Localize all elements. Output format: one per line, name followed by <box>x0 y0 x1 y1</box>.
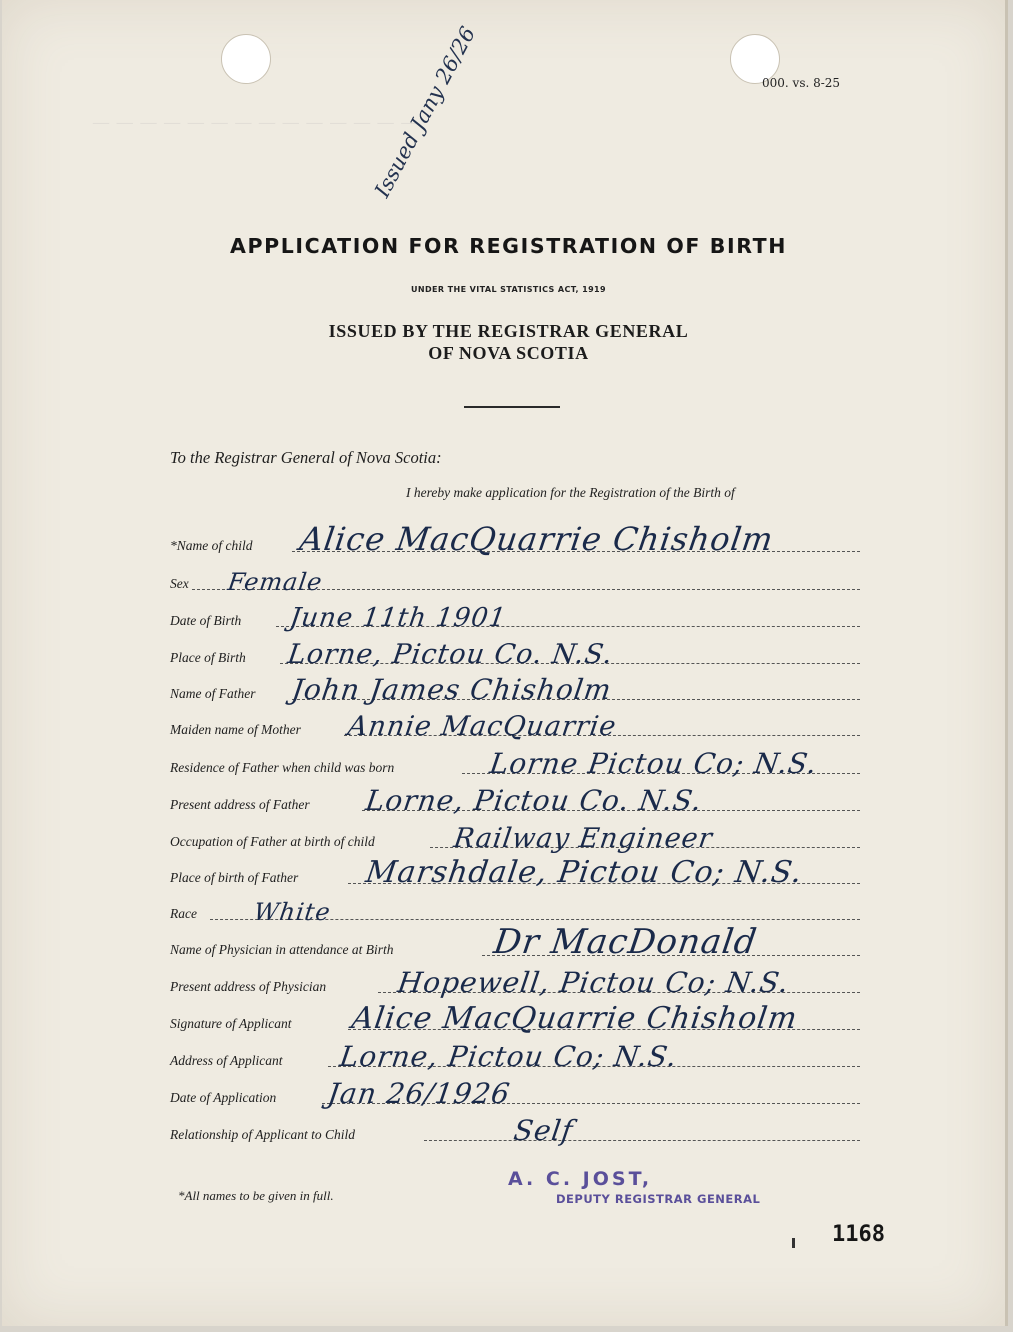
field-label: Name of Father <box>170 686 256 701</box>
form-row <box>170 855 860 890</box>
handwritten-annotation: Issued Jany 26/26 <box>370 22 481 202</box>
form-row <box>170 824 860 852</box>
field-value: Lorne Pictou Co; N.S. <box>487 747 820 780</box>
field-label: Date of Birth <box>170 613 242 628</box>
form-row <box>170 603 860 631</box>
field-value: White <box>252 898 333 926</box>
field-value: Railway Engineer <box>451 823 715 854</box>
field-value: Lorne, Pictou Co. N.S. <box>285 639 616 670</box>
stamp-role: DEPUTY REGISTRAR GENERAL <box>556 1192 761 1206</box>
issuer-line-1: ISSUED BY THE REGISTRAR GENERAL <box>328 321 689 341</box>
field-value: Lorne, Pictou Co; N.S. <box>337 1040 680 1073</box>
field-underline <box>424 1140 860 1141</box>
field-value: Lorne, Pictou Co. N.S. <box>363 784 705 817</box>
field-value: June 11th 1901 <box>287 603 509 633</box>
form-row <box>170 922 860 962</box>
field-label: Relationship of Applicant to Child <box>170 1127 355 1142</box>
field-value: Dr MacDonald <box>491 922 760 962</box>
field-label: Residence of Father when child was born <box>170 760 395 775</box>
registrar-stamp <box>508 1168 760 1206</box>
stamp-name: A. C. JOST, <box>508 1168 653 1190</box>
form-row <box>170 566 860 594</box>
field-label: Race <box>170 906 197 921</box>
field-label: Sex <box>170 576 189 591</box>
document-page <box>2 0 1008 1326</box>
form-row <box>170 1040 860 1073</box>
field-label: Address of Applicant <box>170 1053 283 1068</box>
field-label: *Name of child <box>170 538 253 553</box>
field-label: Present address of Physician <box>170 979 327 994</box>
field-value: Hopewell, Pictou Co; N.S. <box>395 966 792 999</box>
form-row <box>170 1077 860 1110</box>
field-value: Self <box>511 1114 576 1147</box>
punch-hole-left <box>221 34 271 84</box>
field-value: Alice MacQuarrie Chisholm <box>297 520 777 558</box>
form-row <box>170 1114 860 1147</box>
field-value: Jan 26/1926 <box>325 1077 513 1110</box>
form-row <box>170 896 860 924</box>
document-number: 1168 <box>832 1222 885 1247</box>
form-row <box>170 640 860 668</box>
form-row <box>170 747 860 780</box>
field-label: Name of Physician in attendance at Birth <box>170 942 394 957</box>
field-label: Occupation of Father at birth of child <box>170 834 375 849</box>
divider-rule <box>464 406 560 408</box>
field-label: Place of Birth <box>170 650 246 665</box>
bleed-through-text: — — — — — — — — — — — — — — <box>92 112 419 133</box>
field-value: Marshdale, Pictou Co; N.S. <box>363 855 805 890</box>
intro-statement: I hereby make application for the Registration of the Birth of <box>406 485 735 500</box>
field-label: Place of birth of Father <box>170 870 299 885</box>
form-row <box>170 966 860 999</box>
field-label: Present address of Father <box>170 797 310 812</box>
field-value: Annie MacQuarrie <box>345 711 619 742</box>
issuer-block <box>2 320 1013 364</box>
form-row <box>170 520 860 558</box>
form-row <box>170 1001 860 1036</box>
field-value: Female <box>226 568 325 596</box>
field-value: Alice MacQuarrie Chisholm <box>349 1001 800 1036</box>
field-label: Maiden name of Mother <box>170 722 301 737</box>
tick-mark <box>792 1238 795 1248</box>
form-code: 000. vs. 8-25 <box>762 76 841 90</box>
salutation: To the Registrar General of Nova Scotia: <box>170 448 442 467</box>
form-title: APPLICATION FOR REGISTRATION OF BIRTH <box>229 234 787 258</box>
form-subtitle: UNDER THE VITAL STATISTICS ACT, 1919 <box>411 285 606 294</box>
field-label: Date of Application <box>170 1090 277 1105</box>
form-row <box>170 673 860 706</box>
footnote: *All names to be given in full. <box>178 1188 334 1203</box>
form-row <box>170 784 860 817</box>
form-row <box>170 712 860 740</box>
field-value: John James Chisholm <box>289 673 614 706</box>
field-label: Signature of Applicant <box>170 1016 292 1031</box>
issuer-line-2: OF NOVA SCOTIA <box>428 343 589 363</box>
